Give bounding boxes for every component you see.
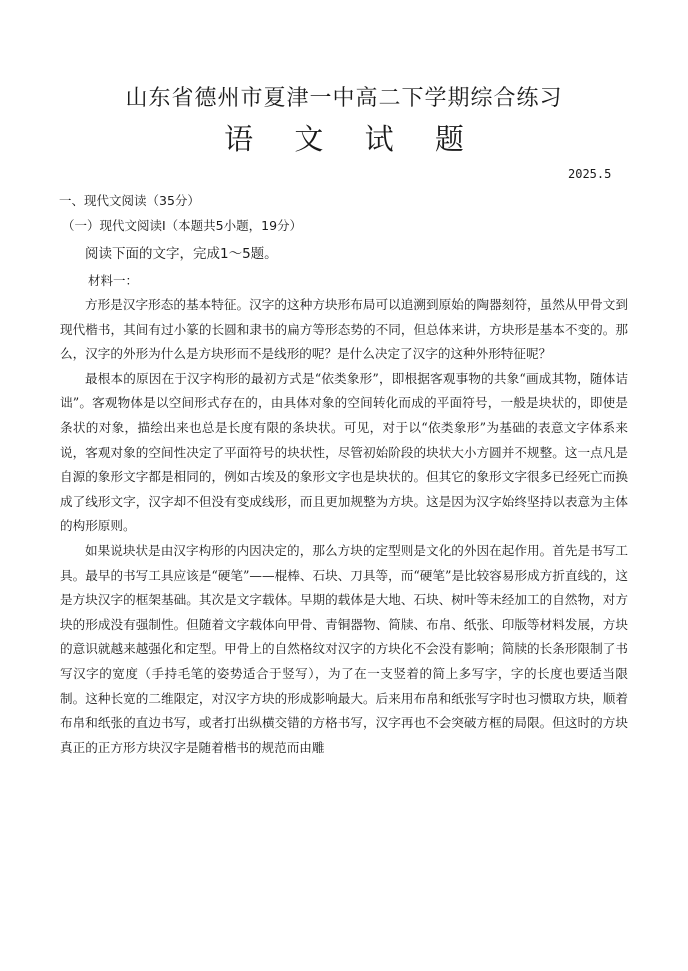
reading-instruction: 阅读下面的文字，完成1～5题。	[85, 246, 278, 262]
passage-paragraph: 方形是汉字形态的基本特征。汉字的这种方块形布局可以追溯到原始的陶器刻符，虽然从甲骨文到现代楷书，其间有过小篆的长圆和隶书的扁方等形态势的不同，但总体来讲，方块形是基本不变的。那么，汉字的外形为什么是方块形而不是线形的呢？是什么决定了汉字的这种外形特征呢？	[60, 297, 628, 362]
material-label: 材料一：	[88, 273, 139, 288]
passage-body	[60, 293, 628, 760]
section-heading-2: （一）现代文阅读Ⅰ（本题共5小题，19分）	[62, 218, 303, 233]
section-heading-1: 一、现代文阅读（35分）	[59, 193, 200, 208]
document-title: 山东省德州市夏津一中高二下学期综合练习	[125, 86, 563, 111]
passage-paragraph: 如果说块状是由汉字构形的内因决定的，那么方块的定型则是文化的外因在起作用。首先是书写工具。最早的书写工具应该是“硬笔”——棍棒、石块、刀具等，而“硬笔”是比较容易形成方折直线的，这是方块汉字的框架基础。其次是文字载体。早期的载体是大地、石块、树叶等未经加工的自然物，对方块的形成没有强制性。但随着文字载体向甲骨、青铜器物、简牍、布帛、纸张、印版等材料发展，方块的意识就越来越强化和定型。甲骨上的自然格纹对汉字的方块化不会没有影响；简牍的长条形限制了书写汉字的宽度（手持毛笔的姿势适合于竖写），为了在一支竖着的简上多写字，字的长度也要适当限制。这种长宽的二维限定，对汉字方块的形成影响最大。后来用布帛和纸张写字时也习惯取方块，顺着布帛和纸张的直边书写，或者打出纵横交错的方格书写，汉字再也不会突破方框的局限。但这时的方块真正的正方形方块汉字是随着楷书的规范而由雕	[60, 542, 628, 755]
document-subtitle: 语 文 试 题	[224, 122, 480, 156]
passage-paragraph: 最根本的原因在于汉字构形的最初方式是“依类象形”，即根据客观事物的共象“画成其物，随体诘诎”。客观物体是以空间形式存在的，由具体对象的空间转化而成的平面符号，一般是块状的，即使是条状的对象，描绘出来也总是长度有限的条块状。可见，对于以“依类象形”为基础的表意文字体系来说，客观对象的空间性决定了平面符号的块状性，尽管初始阶段的块状大小方圆并不规整。这一点凡是自源的象形文字都是相同的，例如古埃及的象形文字也是块状的。但其它的象形文字很多已经死亡而换成了线形文字，汉字却不但没有变成线形，而且更加规整为方块。这是因为汉字始终坚持以表意为主体的构形原则。	[60, 370, 628, 534]
document-date: 2025.5	[568, 167, 612, 181]
